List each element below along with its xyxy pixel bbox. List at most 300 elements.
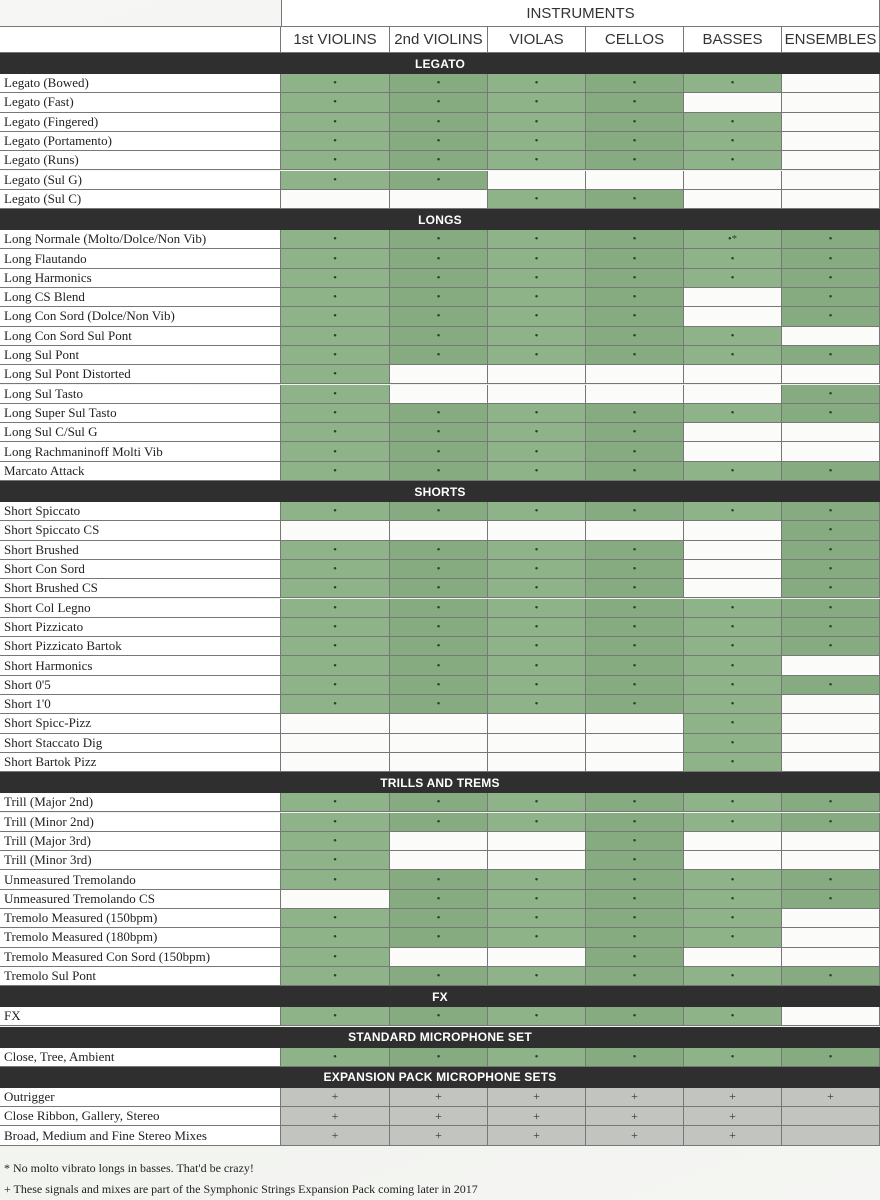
- availability-mark: +: [390, 1126, 488, 1145]
- availability-mark: •: [782, 269, 880, 288]
- availability-mark: •: [782, 599, 880, 618]
- availability-mark: •: [281, 695, 390, 714]
- availability-mark: •: [586, 93, 684, 112]
- availability-mark: •: [488, 230, 586, 249]
- empty-cell: [684, 851, 782, 870]
- section-header: LONGS: [0, 209, 880, 230]
- availability-mark: •: [281, 541, 390, 560]
- availability-mark: •: [281, 249, 390, 268]
- availability-mark: •: [684, 132, 782, 151]
- availability-mark: •: [782, 870, 880, 889]
- availability-mark: •: [684, 793, 782, 812]
- empty-cell: [586, 753, 684, 772]
- empty-cell: [390, 385, 488, 404]
- availability-mark: •: [390, 637, 488, 656]
- availability-mark: •: [281, 618, 390, 637]
- availability-mark: •: [281, 851, 390, 870]
- availability-mark: •: [390, 502, 488, 521]
- availability-mark: •: [782, 676, 880, 695]
- section-header: STANDARD MICROPHONE SET: [0, 1027, 880, 1048]
- empty-cell: [586, 734, 684, 753]
- availability-mark: •: [488, 890, 586, 909]
- availability-mark: •: [782, 618, 880, 637]
- row-label: Long Normale (Molto/Dolce/Non Vib): [0, 230, 281, 249]
- availability-mark: •: [488, 618, 586, 637]
- empty-cell: [488, 851, 586, 870]
- row-label: Long CS Blend: [0, 288, 281, 307]
- row-label: Broad, Medium and Fine Stereo Mixes: [0, 1126, 281, 1145]
- availability-mark: •: [281, 928, 390, 947]
- availability-mark: •: [684, 656, 782, 675]
- empty-cell: [684, 288, 782, 307]
- availability-mark: •: [684, 599, 782, 618]
- availability-mark: +: [586, 1107, 684, 1126]
- availability-mark: •: [782, 890, 880, 909]
- empty-cell: [782, 928, 880, 947]
- availability-mark: •: [684, 676, 782, 695]
- availability-mark: •: [586, 74, 684, 93]
- empty-cell: [782, 832, 880, 851]
- availability-mark: •: [782, 579, 880, 598]
- availability-mark: +: [586, 1126, 684, 1145]
- row-label: Short Brushed: [0, 541, 281, 560]
- header-label-blank: [0, 27, 281, 53]
- availability-mark: •: [782, 502, 880, 521]
- availability-mark: •: [586, 423, 684, 442]
- availability-mark: •: [488, 967, 586, 986]
- availability-mark: •: [281, 560, 390, 579]
- empty-cell: [782, 909, 880, 928]
- row-label: Legato (Sul C): [0, 190, 281, 209]
- availability-mark: •: [488, 93, 586, 112]
- empty-cell: [684, 832, 782, 851]
- empty-cell: [782, 1107, 880, 1126]
- availability-mark: •: [782, 541, 880, 560]
- availability-mark: •: [281, 656, 390, 675]
- availability-mark: •: [782, 967, 880, 986]
- row-label: Short Spicc-Pizz: [0, 714, 281, 733]
- availability-mark: •: [586, 579, 684, 598]
- empty-cell: [488, 365, 586, 384]
- availability-mark: •: [586, 442, 684, 461]
- availability-mark: •: [390, 909, 488, 928]
- availability-mark: •: [586, 618, 684, 637]
- availability-mark: •: [281, 365, 390, 384]
- availability-mark: •: [684, 813, 782, 832]
- availability-mark: •: [488, 1007, 586, 1026]
- availability-mark: •: [488, 307, 586, 326]
- row-label: Short Brushed CS: [0, 579, 281, 598]
- empty-cell: [782, 714, 880, 733]
- availability-mark: •: [488, 132, 586, 151]
- row-label: Trill (Major 2nd): [0, 793, 281, 812]
- availability-mark: •: [684, 1007, 782, 1026]
- availability-mark: •: [390, 93, 488, 112]
- availability-mark: •: [488, 190, 586, 209]
- empty-cell: [586, 385, 684, 404]
- availability-mark: •: [488, 560, 586, 579]
- row-label: Short Staccato Dig: [0, 734, 281, 753]
- availability-mark: •: [684, 890, 782, 909]
- availability-mark: •: [488, 346, 586, 365]
- availability-mark: •: [281, 288, 390, 307]
- availability-mark: •: [586, 599, 684, 618]
- instruments-header: INSTRUMENTS: [281, 0, 880, 27]
- availability-mark: +: [488, 1126, 586, 1145]
- availability-mark: •: [684, 404, 782, 423]
- empty-cell: [390, 714, 488, 733]
- column-header: CELLOS: [586, 27, 684, 53]
- empty-cell: [684, 541, 782, 560]
- row-label: Short Con Sord: [0, 560, 281, 579]
- row-label: Short Pizzicato: [0, 618, 281, 637]
- availability-mark: •: [684, 618, 782, 637]
- empty-cell: [390, 948, 488, 967]
- empty-cell: [488, 714, 586, 733]
- availability-mark: +: [281, 1126, 390, 1145]
- availability-mark: •: [782, 813, 880, 832]
- availability-mark: •: [488, 269, 586, 288]
- availability-mark: •: [684, 249, 782, 268]
- availability-mark: •: [390, 579, 488, 598]
- availability-mark: •: [390, 346, 488, 365]
- empty-cell: [488, 753, 586, 772]
- availability-mark: •: [684, 637, 782, 656]
- empty-cell: [684, 365, 782, 384]
- availability-mark: •: [586, 307, 684, 326]
- availability-mark: •: [586, 346, 684, 365]
- availability-mark: •: [488, 327, 586, 346]
- availability-mark: •: [782, 793, 880, 812]
- availability-mark: •: [684, 151, 782, 170]
- availability-mark: •: [281, 948, 390, 967]
- section-header: SHORTS: [0, 481, 880, 502]
- footnote-expansion-pack: + These signals and mixes are part of the Symphonic Strings Expansion Pack coming later in 2017: [4, 1182, 478, 1196]
- availability-mark: •: [586, 541, 684, 560]
- availability-mark: •: [586, 1007, 684, 1026]
- availability-mark: •: [488, 113, 586, 132]
- availability-mark: •: [281, 909, 390, 928]
- availability-mark: •: [684, 695, 782, 714]
- availability-mark: •: [488, 599, 586, 618]
- row-label: Legato (Sul G): [0, 171, 281, 190]
- availability-mark: •: [488, 813, 586, 832]
- empty-cell: [782, 851, 880, 870]
- availability-mark: •: [488, 462, 586, 481]
- availability-mark: •: [586, 132, 684, 151]
- empty-cell: [390, 753, 488, 772]
- availability-mark: •: [390, 230, 488, 249]
- empty-cell: [390, 851, 488, 870]
- availability-mark: •: [281, 1007, 390, 1026]
- availability-mark: •: [390, 113, 488, 132]
- availability-mark: •: [782, 307, 880, 326]
- empty-cell: [586, 714, 684, 733]
- column-header: ENSEMBLES: [782, 27, 880, 53]
- row-label: Short Bartok Pizz: [0, 753, 281, 772]
- empty-cell: [782, 442, 880, 461]
- header-corner: [0, 0, 281, 27]
- availability-mark: •: [684, 909, 782, 928]
- availability-mark: +: [684, 1107, 782, 1126]
- availability-mark: •: [390, 288, 488, 307]
- row-label: Long Rachmaninoff Molti Vib: [0, 442, 281, 461]
- availability-mark: •: [586, 190, 684, 209]
- availability-mark: •: [586, 560, 684, 579]
- availability-mark: •: [390, 462, 488, 481]
- empty-cell: [488, 521, 586, 540]
- availability-mark: •: [281, 637, 390, 656]
- row-label: Tremolo Measured (180bpm): [0, 928, 281, 947]
- availability-mark: •: [390, 813, 488, 832]
- availability-mark: •: [281, 93, 390, 112]
- empty-cell: [390, 521, 488, 540]
- empty-cell: [281, 734, 390, 753]
- availability-mark: •: [390, 171, 488, 190]
- empty-cell: [782, 327, 880, 346]
- row-label: Tremolo Sul Pont: [0, 967, 281, 986]
- availability-mark: •: [281, 442, 390, 461]
- row-label: Unmeasured Tremolando: [0, 870, 281, 889]
- availability-mark: +: [390, 1088, 488, 1107]
- availability-mark: •: [390, 249, 488, 268]
- availability-mark: •: [586, 793, 684, 812]
- availability-mark: +: [488, 1107, 586, 1126]
- availability-mark: •: [281, 502, 390, 521]
- row-label: FX: [0, 1007, 281, 1026]
- availability-mark: •: [488, 870, 586, 889]
- availability-mark: •: [281, 813, 390, 832]
- availability-mark: •: [782, 249, 880, 268]
- empty-cell: [390, 365, 488, 384]
- availability-mark: •: [488, 695, 586, 714]
- availability-mark: •: [586, 928, 684, 947]
- column-header: 2nd VIOLINS: [390, 27, 488, 53]
- availability-mark: •: [684, 327, 782, 346]
- availability-mark: •: [684, 1048, 782, 1067]
- availability-mark: •: [390, 151, 488, 170]
- availability-mark: •: [281, 346, 390, 365]
- row-label: Outrigger: [0, 1088, 281, 1107]
- availability-mark: •: [390, 307, 488, 326]
- empty-cell: [488, 171, 586, 190]
- column-header: 1st VIOLINS: [281, 27, 390, 53]
- availability-mark: •: [281, 230, 390, 249]
- availability-mark: •: [586, 948, 684, 967]
- row-label: Trill (Minor 2nd): [0, 813, 281, 832]
- empty-cell: [684, 307, 782, 326]
- row-label: Short Pizzicato Bartok: [0, 637, 281, 656]
- empty-cell: [488, 948, 586, 967]
- availability-mark: •: [281, 423, 390, 442]
- availability-mark: •: [782, 230, 880, 249]
- empty-cell: [684, 385, 782, 404]
- availability-mark: •: [488, 928, 586, 947]
- empty-cell: [782, 171, 880, 190]
- availability-mark: •: [586, 695, 684, 714]
- row-label: Short 0'5: [0, 676, 281, 695]
- availability-mark: •: [390, 132, 488, 151]
- availability-mark: •: [782, 560, 880, 579]
- empty-cell: [684, 521, 782, 540]
- empty-cell: [782, 656, 880, 675]
- row-label: Long Sul Pont: [0, 346, 281, 365]
- row-label: Long Sul Pont Distorted: [0, 365, 281, 384]
- availability-mark: •: [281, 599, 390, 618]
- availability-mark: •: [586, 656, 684, 675]
- availability-mark: •: [684, 870, 782, 889]
- empty-cell: [488, 385, 586, 404]
- availability-mark: •: [281, 404, 390, 423]
- empty-cell: [586, 521, 684, 540]
- availability-mark: •: [488, 151, 586, 170]
- availability-mark: •: [782, 404, 880, 423]
- availability-mark: •: [281, 132, 390, 151]
- empty-cell: [390, 190, 488, 209]
- availability-mark: •: [586, 249, 684, 268]
- row-label: Trill (Major 3rd): [0, 832, 281, 851]
- availability-mark: •: [782, 521, 880, 540]
- availability-mark: •: [586, 269, 684, 288]
- row-label: Legato (Portamento): [0, 132, 281, 151]
- availability-mark: •: [488, 676, 586, 695]
- availability-mark: •: [684, 346, 782, 365]
- row-label: Short Spiccato: [0, 502, 281, 521]
- row-label: Tremolo Measured Con Sord (150bpm): [0, 948, 281, 967]
- section-header: TRILLS AND TREMS: [0, 772, 880, 793]
- availability-mark: •: [586, 404, 684, 423]
- row-label: Legato (Fast): [0, 93, 281, 112]
- row-label: Tremolo Measured (150bpm): [0, 909, 281, 928]
- availability-mark: •: [488, 637, 586, 656]
- availability-mark: •: [586, 890, 684, 909]
- availability-mark: •: [390, 1007, 488, 1026]
- availability-mark: •: [281, 793, 390, 812]
- availability-mark: •: [488, 502, 586, 521]
- row-label: Close, Tree, Ambient: [0, 1048, 281, 1067]
- availability-mark: •: [586, 151, 684, 170]
- availability-mark: •: [684, 928, 782, 947]
- row-label: Long Flautando: [0, 249, 281, 268]
- availability-mark: •: [782, 288, 880, 307]
- availability-mark: +: [782, 1088, 880, 1107]
- row-label: Short Harmonics: [0, 656, 281, 675]
- availability-mark: •: [281, 327, 390, 346]
- empty-cell: [488, 832, 586, 851]
- empty-cell: [684, 579, 782, 598]
- row-label: Long Harmonics: [0, 269, 281, 288]
- availability-mark: •: [281, 967, 390, 986]
- availability-mark: •: [782, 346, 880, 365]
- empty-cell: [684, 190, 782, 209]
- availability-mark: •: [390, 870, 488, 889]
- row-label: Long Sul C/Sul G: [0, 423, 281, 442]
- availability-mark: •: [488, 442, 586, 461]
- availability-mark: •: [390, 74, 488, 93]
- empty-cell: [782, 151, 880, 170]
- availability-mark: •: [281, 1048, 390, 1067]
- row-label: Short Spiccato CS: [0, 521, 281, 540]
- availability-mark: •: [390, 967, 488, 986]
- availability-mark: •: [281, 151, 390, 170]
- empty-cell: [684, 93, 782, 112]
- availability-mark: •: [390, 676, 488, 695]
- availability-mark: •: [281, 307, 390, 326]
- availability-mark: •: [586, 327, 684, 346]
- availability-mark: •: [586, 1048, 684, 1067]
- availability-mark: •: [684, 74, 782, 93]
- availability-mark: •: [488, 656, 586, 675]
- availability-mark: •: [390, 423, 488, 442]
- empty-cell: [782, 1007, 880, 1026]
- availability-mark: •: [586, 832, 684, 851]
- availability-mark: •: [586, 870, 684, 889]
- availability-mark: •: [488, 423, 586, 442]
- row-label: Marcato Attack: [0, 462, 281, 481]
- availability-mark: +: [281, 1088, 390, 1107]
- availability-mark: •: [586, 637, 684, 656]
- availability-mark: •: [782, 1048, 880, 1067]
- availability-mark: +: [281, 1107, 390, 1126]
- row-label: Long Con Sord (Dolce/Non Vib): [0, 307, 281, 326]
- availability-mark: •: [586, 462, 684, 481]
- availability-mark: •: [390, 541, 488, 560]
- availability-mark: •: [488, 249, 586, 268]
- footnote-molto-vibrato: * No molto vibrato longs in basses. That'd be crazy!: [4, 1161, 254, 1175]
- availability-mark: •: [390, 599, 488, 618]
- empty-cell: [782, 695, 880, 714]
- row-label: Legato (Runs): [0, 151, 281, 170]
- empty-cell: [488, 734, 586, 753]
- empty-cell: [684, 948, 782, 967]
- availability-mark: •: [390, 656, 488, 675]
- availability-mark: •: [488, 288, 586, 307]
- availability-mark: •: [684, 753, 782, 772]
- empty-cell: [782, 93, 880, 112]
- empty-cell: [684, 560, 782, 579]
- availability-mark: •: [684, 967, 782, 986]
- empty-cell: [684, 171, 782, 190]
- availability-mark: •: [488, 793, 586, 812]
- row-label: Unmeasured Tremolando CS: [0, 890, 281, 909]
- availability-mark: +: [488, 1088, 586, 1107]
- empty-cell: [782, 365, 880, 384]
- availability-mark: •: [390, 560, 488, 579]
- empty-cell: [782, 74, 880, 93]
- row-label: Long Sul Tasto: [0, 385, 281, 404]
- availability-mark: +: [586, 1088, 684, 1107]
- empty-cell: [684, 423, 782, 442]
- availability-mark: •: [684, 734, 782, 753]
- availability-mark: •: [390, 327, 488, 346]
- availability-mark: •: [390, 695, 488, 714]
- availability-mark: •: [390, 890, 488, 909]
- availability-mark: •: [390, 269, 488, 288]
- availability-mark: •: [586, 288, 684, 307]
- availability-mark: •: [390, 928, 488, 947]
- availability-mark: •: [488, 541, 586, 560]
- empty-cell: [281, 714, 390, 733]
- availability-mark: •: [782, 637, 880, 656]
- availability-mark: +: [684, 1088, 782, 1107]
- availability-mark: •: [488, 909, 586, 928]
- availability-mark: •: [586, 230, 684, 249]
- empty-cell: [782, 132, 880, 151]
- availability-mark: •: [390, 1048, 488, 1067]
- section-header: EXPANSION PACK MICROPHONE SETS: [0, 1067, 880, 1088]
- empty-cell: [586, 171, 684, 190]
- column-header: VIOLAS: [488, 27, 586, 53]
